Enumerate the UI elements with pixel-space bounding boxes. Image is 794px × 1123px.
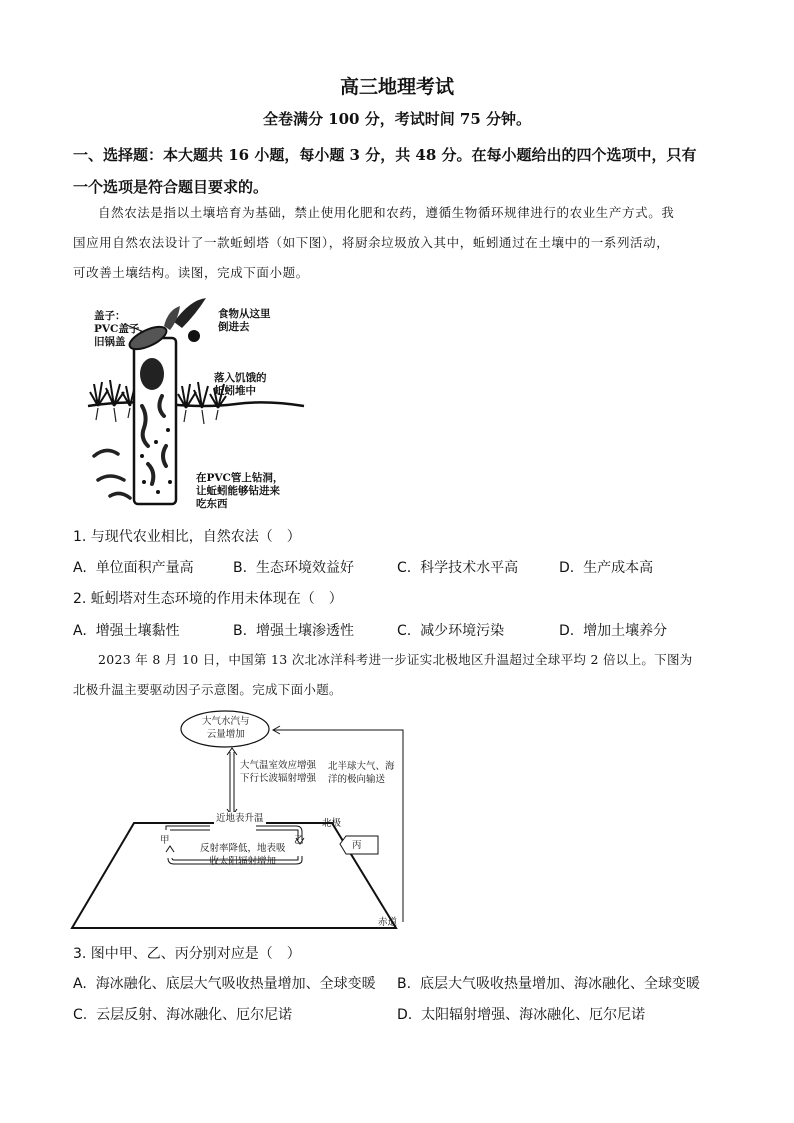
food-inlet-label: 食物从这里 倒进去 bbox=[218, 308, 271, 333]
q2-option-d[interactable]: D. 增加土壤养分 bbox=[559, 623, 668, 639]
pipe-holes-label: 在PVC管上钻洞， 让蚯蚓能够钻进来 吃东西 bbox=[196, 472, 284, 510]
jia-label: 甲 bbox=[160, 835, 170, 846]
greenhouse-effect-label: 大气温室效应增强 下行长波辐射增强 bbox=[240, 760, 317, 784]
q3-option-b[interactable]: B. 底层大气吸收热量增加、海冰融化、全球变暖 bbox=[397, 976, 700, 992]
section-instruction bbox=[73, 139, 728, 203]
passage-2 bbox=[73, 645, 723, 705]
passage-2-line-1: 2023 年 8 月 10 日，中国第 13 次北冰洋科考进一步证实北极地区升温超过全球平均 2 倍以上。下图为 bbox=[98, 652, 693, 667]
q2-option-a[interactable]: A. 增强土壤黏性 bbox=[73, 623, 180, 639]
hungry-worms-label: 落入饥饿的 蚯蚓堆中 bbox=[214, 372, 267, 397]
q3-option-d[interactable]: D. 太阳辐射增强、海冰融化、厄尔尼诺 bbox=[397, 1007, 646, 1023]
earthworm-tower-figure bbox=[86, 296, 306, 511]
poleward-transport-label: 北半球大气、海 洋的极向输送 bbox=[328, 761, 395, 785]
question-2-stem: 2. 蚯蚓塔对生态环境的作用未体现在（ ） bbox=[73, 591, 343, 607]
lid-label: 盖子： PVC盖子、 旧锅盖 bbox=[94, 310, 150, 348]
q3-option-a[interactable]: A. 海冰融化、底层大气吸收热量增加、全球变暖 bbox=[73, 976, 376, 992]
page-title: 高三地理考试 bbox=[339, 76, 454, 98]
q3-option-c[interactable]: C. 云层反射、海冰融化、厄尔尼诺 bbox=[73, 1007, 293, 1023]
passage-2-line-2: 北极升温主要驱动因子示意图。完成下面小题。 bbox=[73, 682, 342, 697]
yi-label: 乙 bbox=[294, 835, 304, 846]
surface-warming-label: 近地表升温 bbox=[216, 813, 264, 824]
q1-option-c[interactable]: C. 科学技术水平高 bbox=[397, 560, 519, 576]
q1-option-d[interactable]: D. 生产成本高 bbox=[559, 560, 654, 576]
passage-1 bbox=[73, 198, 723, 288]
q2-option-c[interactable]: C. 减少环境污染 bbox=[397, 623, 505, 639]
exam-info: 全卷满分 100 分，考试时间 75 分钟。 bbox=[262, 110, 532, 128]
passage-1-line-3: 可改善土壤结构。读图，完成下面小题。 bbox=[73, 265, 309, 280]
question-3-stem: 3. 图中甲、乙、丙分别对应是（ ） bbox=[73, 946, 301, 962]
section-line-1: 一、选择题：本大题共 16 小题，每小题 3 分，共 48 分。在每小题给出的四个选项中，只有 bbox=[73, 146, 697, 164]
q1-option-a[interactable]: A. 单位面积产量高 bbox=[73, 560, 194, 576]
passage-1-line-1: 自然农法是指以土壤培育为基础，禁止使用化肥和农药，遵循生物循环规律进行的农业生产方式。我 bbox=[98, 205, 675, 220]
arctic-warming-diagram bbox=[70, 708, 420, 936]
equator-label: 赤道 bbox=[378, 917, 398, 928]
section-line-2: 一个选项是符合题目要求的。 bbox=[73, 178, 269, 196]
bing-label: 丙 bbox=[352, 840, 362, 851]
q1-option-b[interactable]: B. 生态环境效益好 bbox=[233, 560, 354, 576]
passage-1-line-2: 国应用自然农法设计了一款蚯蚓塔（如下图），将厨余垃圾放入其中，蚯蚓通过在土壤中的一系列活动， bbox=[73, 235, 670, 250]
north-pole-label: 北极 bbox=[322, 818, 342, 829]
albedo-label: 反射率降低，地表吸 收太阳辐射增加 bbox=[200, 843, 286, 867]
vapor-cloud-label: 大气水汽与 云量增加 bbox=[202, 716, 250, 740]
question-1-stem: 1. 与现代农业相比，自然农法（ ） bbox=[73, 529, 301, 545]
q2-option-b[interactable]: B. 增强土壤渗透性 bbox=[233, 623, 354, 639]
